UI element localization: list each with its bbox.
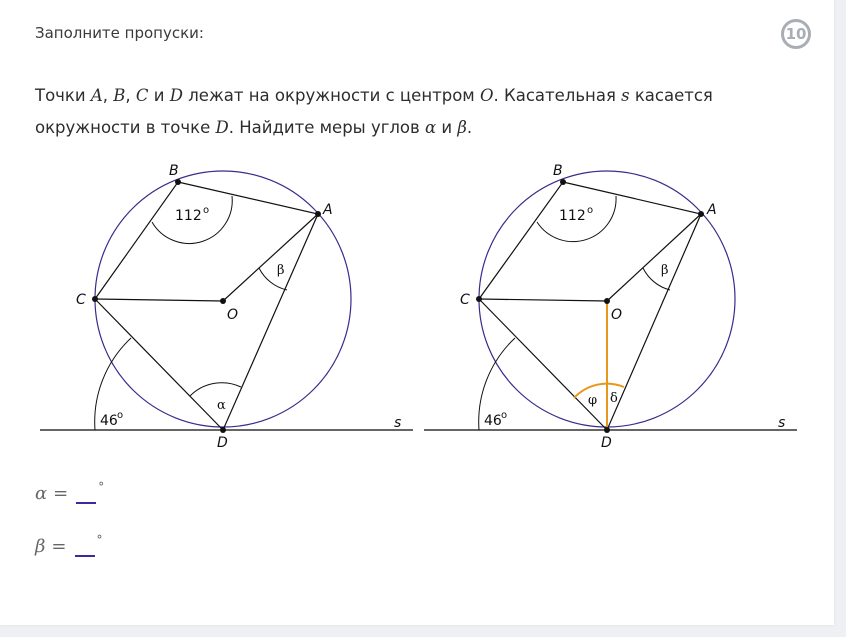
point-A [315, 211, 321, 217]
answer-alpha-equals: = [53, 483, 69, 504]
angle-tangent-degree: o [501, 410, 508, 421]
point-O [604, 298, 610, 304]
segment-CO [479, 299, 607, 301]
answer-beta-degree: ° [96, 533, 103, 547]
label-C: C [460, 292, 470, 308]
angle-arc-alpha [190, 383, 241, 396]
answer-beta-variable: β [35, 536, 46, 557]
label-D: D [601, 435, 612, 451]
label-A: A [323, 202, 333, 218]
angle-tangent-degree: o [117, 410, 124, 421]
answer-alpha [35, 482, 104, 504]
point-C [476, 296, 482, 302]
angle-B-degree: o [587, 205, 594, 216]
segment-CO [95, 299, 223, 301]
figure-right [424, 163, 797, 451]
point-D [604, 427, 610, 433]
angle-B-value: 112 [559, 208, 586, 224]
point-A [698, 211, 704, 217]
prompt-text: Заполните пропуски: [35, 24, 204, 42]
figure-left [40, 163, 413, 451]
alpha-input-blank[interactable] [76, 482, 96, 504]
segment-OA [223, 214, 318, 301]
answer-alpha-degree: ° [98, 480, 105, 494]
angle-tangent-value: 46 [484, 413, 502, 429]
label-beta: β [277, 263, 285, 278]
answer-alpha-variable: α [35, 483, 48, 504]
problem-statement: Точки A, B, C и D лежат на окружности с центром O. Касательная s касается окружности в точке D. Найдите меры углов α и β. [35, 86, 713, 137]
label-delta: δ [610, 391, 618, 406]
label-beta: β [661, 263, 669, 278]
label-O: O [611, 307, 623, 323]
segment-OA [607, 214, 701, 301]
label-C: C [76, 292, 86, 308]
point-B [175, 179, 181, 185]
point-C [92, 296, 98, 302]
label-D: D [217, 435, 228, 451]
label-phi: φ [588, 393, 598, 408]
angle-B-degree: o [203, 205, 210, 216]
label-O: O [227, 307, 239, 323]
point-O [220, 298, 226, 304]
question-number-badge: 10 [781, 19, 811, 49]
label-s: s [394, 415, 402, 431]
quadrilateral-ABDC [95, 182, 318, 430]
angle-B-value: 112 [175, 208, 202, 224]
label-B: B [169, 163, 179, 179]
label-s: s [778, 415, 786, 431]
beta-input-blank[interactable] [75, 535, 95, 557]
angle-tangent-value: 46 [100, 413, 118, 429]
answer-beta [35, 535, 103, 557]
point-B [560, 179, 566, 185]
label-alpha: α [217, 398, 226, 413]
label-A: A [707, 202, 717, 218]
point-D [220, 427, 226, 433]
label-B: B [553, 163, 563, 179]
answer-beta-equals: = [51, 536, 67, 557]
